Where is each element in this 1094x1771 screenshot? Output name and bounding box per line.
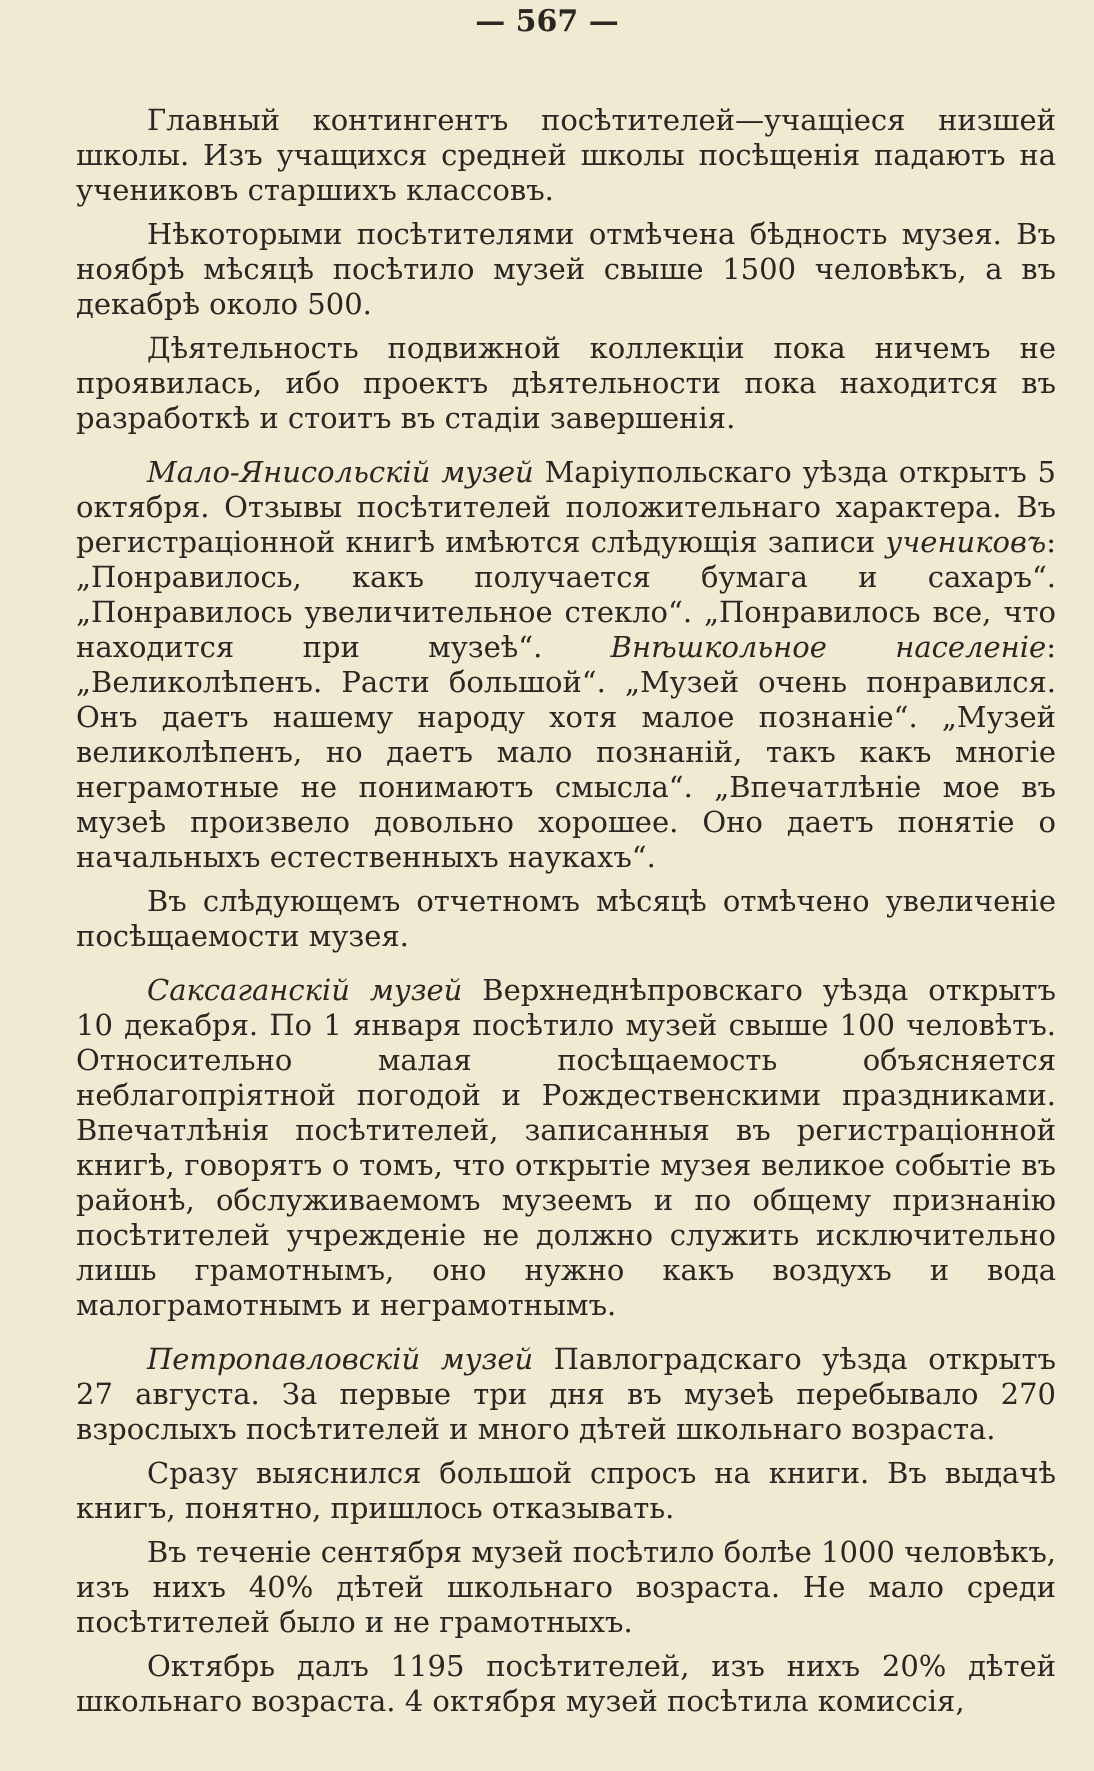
paragraph: Главный контингентъ посѣтителей—учащіеся низшей школы. Изъ учащихся средней школы посѣщенія падаютъ на учениковъ старшихъ классовъ. [76, 103, 1056, 207]
paragraph-text: Маріупольскаго уѣзда открытъ 5 октября. Отзывы посѣтителей положительнаго характера. Въ регистраціонной книгѣ имѣются слѣдующія записи [76, 455, 1056, 559]
paragraph-text: Павлоградскаго уѣзда открытъ 27 августа. За первые три дня въ музеѣ перебывало 270 взрослыхъ посѣтителей и много дѣтей школьнаго возраста. [76, 1342, 1056, 1446]
page-text [76, 103, 1056, 1719]
museum-name: Мало-Янисольскій музей [147, 455, 534, 489]
paragraph-text: : „Великолѣпенъ. Расти большой“. „Музей очень понравился. Онъ даетъ нашему народу хотя малое познаніе“. „Музей великолѣпенъ, но даетъ мало познаній, такъ какъ многіе неграмотные не понимаютъ смысла“. „Впечатлѣніе мое въ музеѣ произвело довольно хорошее. Оно даетъ понятіе о начальныхъ естественныхъ наукахъ“. [76, 630, 1056, 874]
paragraph-mykolaiv-museum [76, 455, 1056, 875]
paragraph: Октябрь далъ 1195 посѣтителей, изъ нихъ 20% дѣтей школьнаго возраста. 4 октября музей посѣтила комиссія, [76, 1649, 1056, 1718]
emphasis-text: Внѣшкольное населеніе [610, 630, 1047, 664]
paragraph-saksagan-museum [76, 973, 1056, 1323]
paragraph: Въ теченіе сентября музей посѣтило болѣе 1000 человѣкъ, изъ нихъ 40% дѣтей школьнаго возраста. Не мало среди посѣтителей было и не грамотныхъ. [76, 1535, 1056, 1639]
paragraph: Нѣкоторыми посѣтителями отмѣчена бѣдность музея. Въ ноябрѣ мѣсяцѣ посѣтило музей свыше 1500 человѣкъ, а въ декабрѣ около 500. [76, 217, 1056, 321]
museum-name: Петропавловскій музей [147, 1342, 534, 1376]
museum-name: Саксаганскій музей [147, 973, 463, 1007]
emphasis-text: учениковъ [885, 525, 1047, 559]
paragraph-petropavlovsk-museum [76, 1342, 1056, 1447]
paragraph: Въ слѣдующемъ отчетномъ мѣсяцѣ отмѣчено увеличеніе посѣщаемости музея. [76, 884, 1056, 953]
page-number: — 567 — [475, 4, 619, 39]
paragraph-text: Верхнеднѣпровскаго уѣзда открытъ 10 декабря. По 1 января посѣтило музей свыше 100 человѣтъ. Относительно малая посѣщаемость объясняется неблагопріятной погодой и Рождественскими праздниками. Впечатлѣнія посѣтителей, записанныя въ регистраціонной книгѣ, говорятъ о томъ, что открытіе музея великое событіе въ районѣ, обслуживаемомъ музеемъ и по общему признанію посѣтителей учрежденіе не должно служить исключительно лишь грамотнымъ, оно нужно какъ воздухъ и вода малограмотнымъ и неграмотнымъ. [76, 973, 1056, 1322]
paragraph-text: : „Понравилось, какъ получается бумага и сахаръ“. „Понравилось увеличительное стекло“. „Понравилось все, что находится при музеѣ“. [76, 525, 1056, 664]
paragraph: Сразу выяснился большой спросъ на книги. Въ выдачѣ книгъ, понятно, пришлось отказывать. [76, 1456, 1056, 1525]
paragraph: Дѣятельность подвижной коллекціи пока ничемъ не проявилась, ибо проектъ дѣятельности пока находится въ разработкѣ и стоитъ въ стадіи завершенія. [76, 331, 1056, 435]
